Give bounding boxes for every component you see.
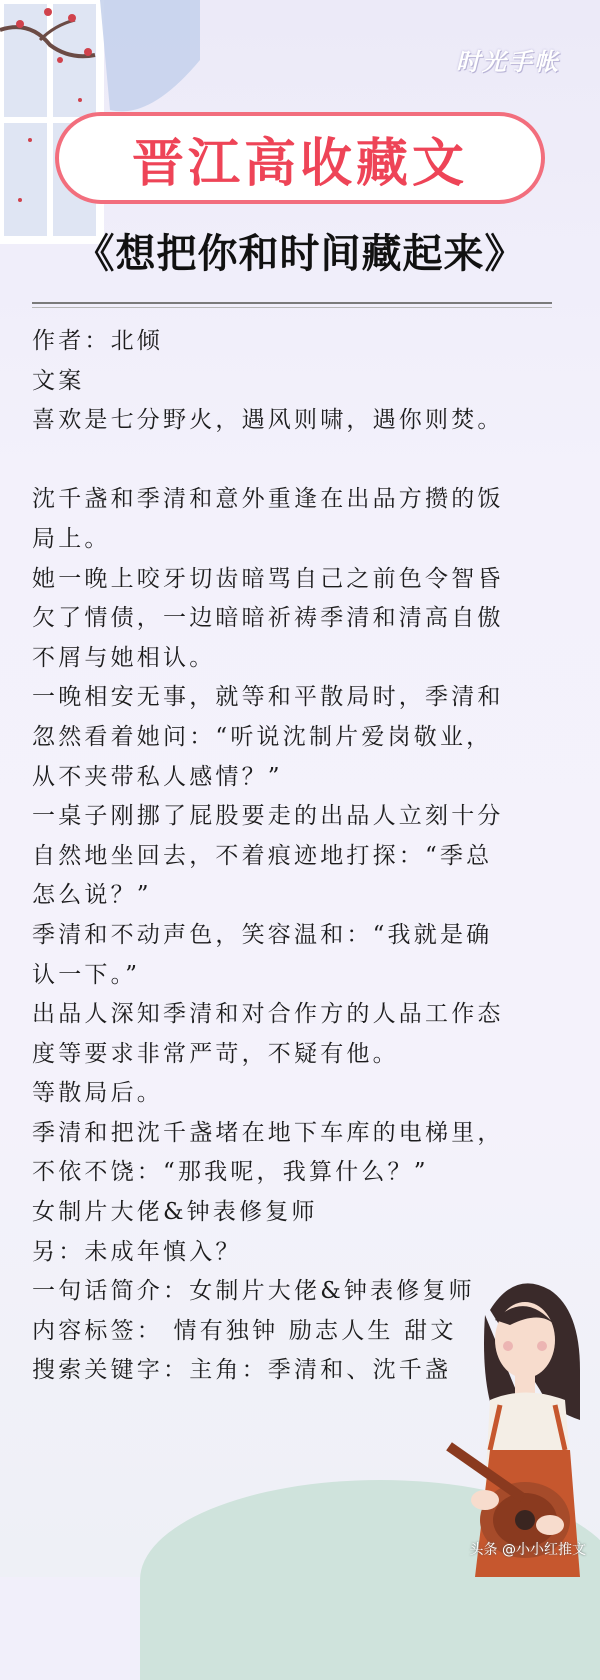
text-line: 局上。 (32, 525, 111, 552)
text-line: 自然地坐回去，不着痕迹地打探：“季总 (32, 842, 493, 869)
blank-line (32, 441, 572, 481)
keywords-line: 搜索关键字：主角：季清和、沈千盏 (32, 1357, 452, 1384)
text-line: 她一晚上咬牙切齿暗骂自己之前色令智昏 (32, 565, 504, 592)
text-line: 出品人深知季清和对合作方的人品工作态 (32, 1001, 504, 1028)
book-title: 《想把你和时间藏起来》 (74, 231, 526, 277)
girl-with-ukulele-illustration (430, 1270, 600, 1577)
text-line: 一晚相安无事，就等和平散局时，季清和 (32, 684, 504, 711)
text-line: 季清和不动声色，笑容温和：“我就是确 (32, 921, 493, 948)
section-label: 文案 (32, 367, 85, 394)
text-line: 季清和把沈千盏堵在地下车库的电梯里， (32, 1119, 504, 1146)
text-line: 另：未成年慎入？ (32, 1238, 242, 1265)
text-line: 怎么说？” (32, 882, 152, 909)
text-line: 欠了情债，一边暗暗祈祷季清和清高自傲 (32, 605, 504, 632)
author-line: 作者：北倾 (32, 328, 163, 354)
text-line: 一桌子刚挪了屁股要走的出品人立刻十分 (32, 803, 504, 830)
text-line: 从不夹带私人感情？” (32, 763, 283, 790)
text-line: 度等要求非常严苛，不疑有他。 (32, 1040, 399, 1067)
text-line: 不依不饶：“那我呢，我算什么？” (32, 1159, 429, 1186)
text-line: 认一下。” (32, 961, 141, 988)
text-line: 忽然看着她问：“听说沈制片爱岗敬业， (32, 723, 493, 750)
text-line: 不屑与她相认。 (32, 644, 216, 671)
tags-line: 内容标签： 情有独钟 励志人生 甜文 (32, 1317, 457, 1344)
text-line: 等散局后。 (32, 1080, 163, 1107)
footer-watermark: 头条 @小小红推文 (469, 1542, 586, 1558)
synopsis-text (32, 322, 572, 1391)
text-line: 沈千盏和季清和意外重逢在出品方攒的饭 (32, 486, 504, 513)
text-line: 喜欢是七分野火，遇风则啸，遇你则焚。 (32, 407, 504, 434)
divider (32, 302, 552, 304)
text-line: 女制片大佬&钟表修复师 (32, 1199, 318, 1226)
brand-watermark: 时光手帐 (456, 48, 560, 76)
intro-line: 一句话简介：女制片大佬&钟表修复师 (32, 1278, 475, 1305)
title-badge-text: 晋江高收藏文 (131, 133, 468, 194)
title-badge (55, 112, 545, 204)
